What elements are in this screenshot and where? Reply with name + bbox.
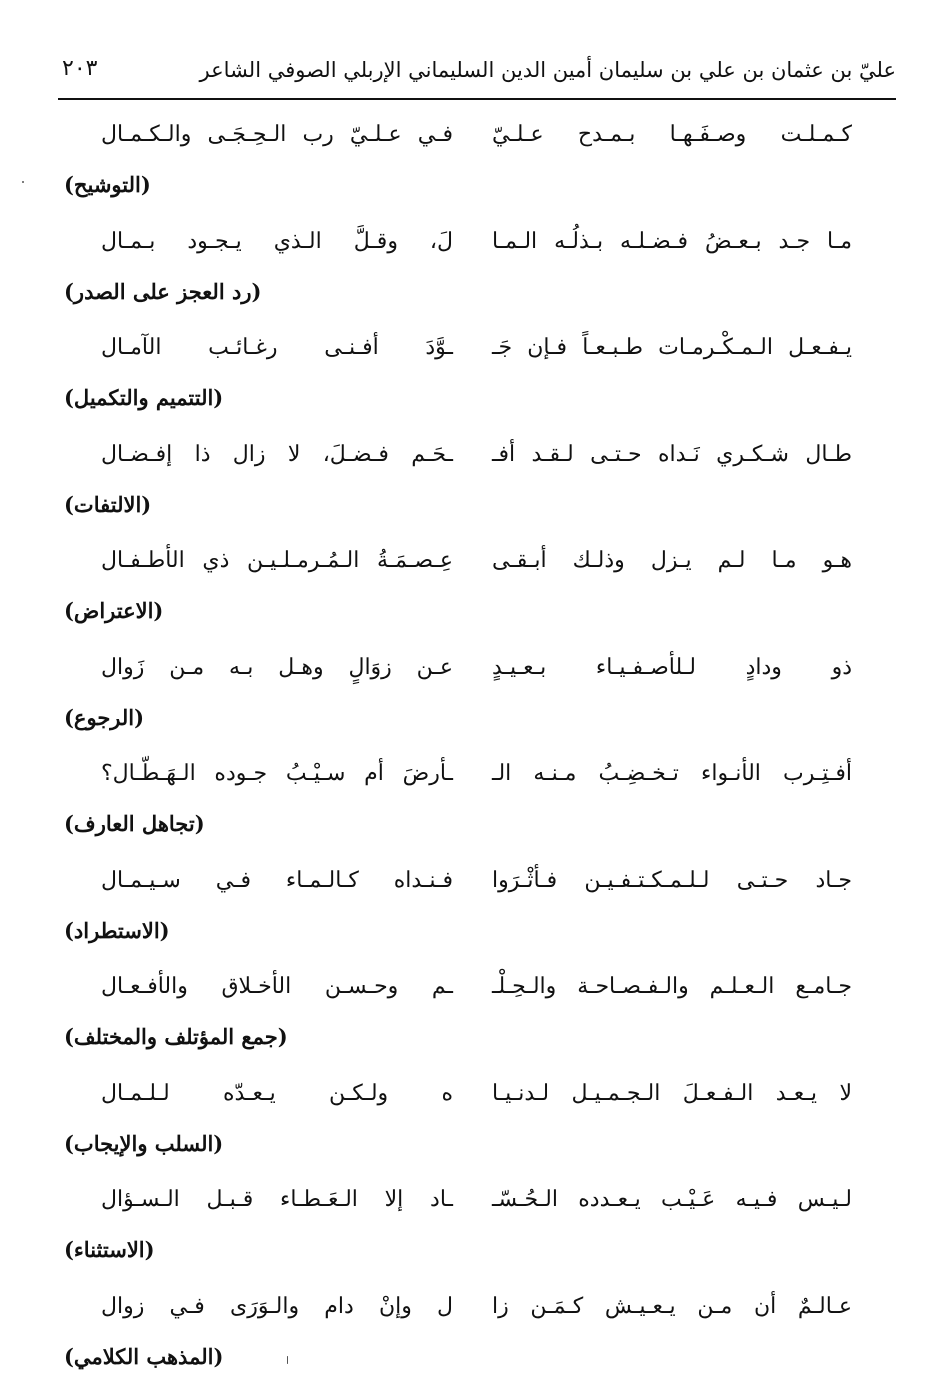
verse-entry <box>58 1071 896 1178</box>
verse-entry <box>58 219 896 326</box>
rhetorical-device-label: (الاعتراض) <box>64 598 163 623</box>
first-hemistich: ذو ودادٍ لـلأصـفـيـاء بـعـيـدٍ <box>492 655 852 680</box>
rhetorical-device-label: (الالتفات) <box>64 492 151 517</box>
second-hemistich: لَ، وقـلَّ الـذي يـجـود بـمـال <box>101 229 453 254</box>
verse-line <box>58 655 896 699</box>
verse-line <box>58 1081 896 1125</box>
first-hemistich: جـامـع الـعـلـم والـفـصـاحـة والـحِـلْـ <box>492 974 852 999</box>
verse-entry <box>58 645 896 752</box>
first-hemistich: لـيـس فـيـه عَـيْـب يـعـدده الـحُـسّـ <box>492 1187 852 1212</box>
verse-line <box>58 974 896 1018</box>
page-number: ٢٠٣ <box>62 56 97 81</box>
verse-entry <box>58 325 896 432</box>
rhetorical-device-label: (رد العجز على الصدر) <box>64 279 261 304</box>
second-hemistich: فـي عـلـيّ رب الـحِـجَـى والـكـمـال <box>101 122 453 147</box>
verse-line <box>58 548 896 592</box>
header-title: عليّ بن عثمان بن علي بن سليمان أمين الدين السليماني الإربلي الصوفي الشاعر <box>200 58 896 82</box>
rhetorical-device-label: (الاستثناء) <box>64 1237 155 1262</box>
verse-entry <box>58 751 896 858</box>
rhetorical-device-label: (التوشيح) <box>64 172 151 197</box>
verse-line <box>58 229 896 273</box>
verse-entry <box>58 432 896 539</box>
verse-entry <box>58 538 896 645</box>
second-hemistich: عـن زوَالٍ وهـل بـه مـن زَوال <box>101 655 453 680</box>
verse-line <box>58 761 896 805</box>
second-hemistich: عِـصـمَـةُ الـمُـرمـلـيـن ذي الأطـفـال <box>101 548 453 573</box>
first-hemistich: هـو مـا لـم يـزل وذلـك أبـقـى <box>492 548 852 573</box>
scan-speck <box>22 181 24 183</box>
verse-entry <box>58 858 896 965</box>
rhetorical-device-label: (جمع المؤتلف والمختلف) <box>64 1024 288 1049</box>
rhetorical-device-label: (تجاهل العارف) <box>64 811 205 836</box>
running-header <box>58 52 896 100</box>
rhetorical-device-label: (الاستطراد) <box>64 918 170 943</box>
rhetorical-device-label: (الرجوع) <box>64 705 144 730</box>
second-hemistich: ه ولـكـن يـعـدّه لـلـمـال <box>101 1081 453 1106</box>
second-hemistich: ـحَـم فـضـلَ، لا زال ذا إفـضـال <box>101 442 453 467</box>
verse-line <box>58 1187 896 1231</box>
verse-line <box>58 335 896 379</box>
first-hemistich: أفـتِـرب الأنـواء تـخـضِـبُ مـنـه الـ <box>492 761 852 786</box>
verse-line <box>58 868 896 912</box>
scan-speck <box>287 1356 288 1364</box>
verse-line <box>58 442 896 486</box>
rhetorical-device-label: (التتميم والتكميل) <box>64 385 223 410</box>
second-hemistich: ل وإنْ دام والـوَرَى فـي زوال <box>101 1294 453 1319</box>
rhetorical-device-label: (السلب والإيجاب) <box>64 1131 223 1156</box>
verse-entry <box>58 112 896 219</box>
first-hemistich: جـاد حـتـى لـلـمـكـتـفـيـن فـأثْـرَوا <box>492 868 852 893</box>
first-hemistich: يـفـعـل الـمـكْـرمـات طـبـعـاً فـإن جَـ <box>492 335 852 360</box>
rhetorical-device-label: (المذهب الكلامي) <box>64 1344 223 1369</box>
verse-entry <box>58 964 896 1071</box>
second-hemistich: ـم وحـسـن الأخـلاق والأفـعـال <box>101 974 453 999</box>
verse-line <box>58 1294 896 1338</box>
verse-entry <box>58 1284 896 1390</box>
first-hemistich: طـال شـكـري نَـداه حـتـى لـقـد أفـ <box>492 442 852 467</box>
first-hemistich: عـالـمٌ أن مـن يـعـيـش كـمَـن زا <box>492 1294 852 1319</box>
first-hemistich: مـا جـد بـعـضُ فـضـلـه بـذلُـه الـمـا <box>492 229 852 254</box>
second-hemistich: ـاد إلا الـعَـطـاء قـبـل الـسـؤال <box>101 1187 453 1212</box>
verse-entry <box>58 1177 896 1284</box>
second-hemistich: ـوَّدَ أفـنـى رغـائـب الآمـال <box>101 335 453 360</box>
verse-list <box>58 112 896 1390</box>
second-hemistich: ـأرضَ أم سـيْـبُ جـوده الـهَـطّـال؟ <box>101 761 453 786</box>
first-hemistich: كـمـلـت وصـفَـهـا بـمـدح عـلـيّ <box>492 122 852 147</box>
second-hemistich: فـنـداه كـالـمـاء فـي سـيـمـال <box>101 868 453 893</box>
first-hemistich: لا يـعـد الـفـعـلَ الـجـمـيـل لـدنـيـا <box>492 1081 852 1106</box>
verse-line <box>58 122 896 166</box>
